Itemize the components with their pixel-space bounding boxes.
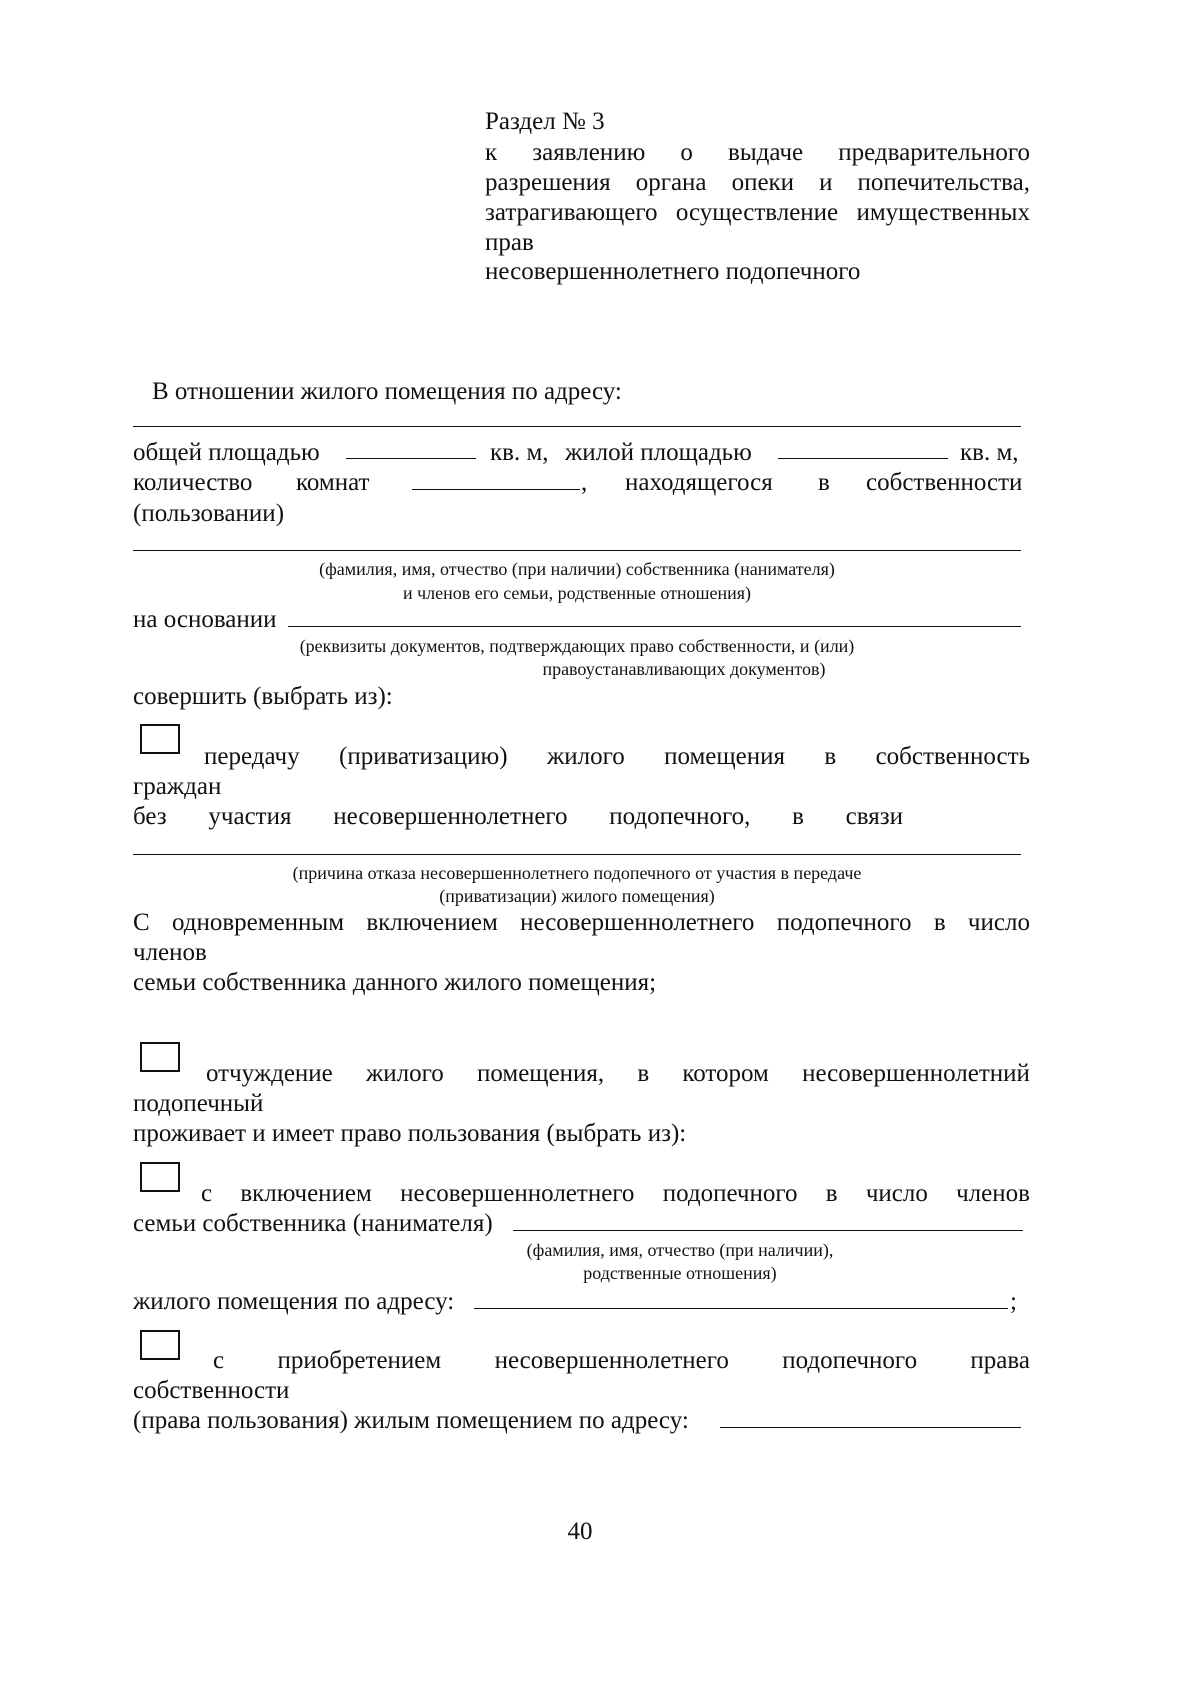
option-alienation-line-2: подопечный — [133, 1090, 264, 1117]
option-word: несовершеннолетний — [802, 1060, 1030, 1087]
basis-field[interactable] — [288, 626, 1021, 627]
header-line-4: прав — [485, 229, 534, 256]
dwelling-address-field[interactable] — [474, 1308, 1008, 1309]
option-word: помещения, — [476, 1060, 605, 1087]
address-field[interactable] — [133, 426, 1021, 427]
option-word: несовершеннолетнего — [400, 1180, 635, 1207]
header-line-1 — [485, 137, 1030, 169]
option-alienation-line-1 — [206, 1058, 1030, 1090]
basis-label: на основании — [133, 606, 277, 633]
inclusion-word: подопечного — [776, 909, 912, 936]
option-word: включением — [240, 1180, 372, 1207]
option-privatization-line-2: граждан — [133, 773, 222, 800]
option-acquisition-line-1 — [213, 1345, 1030, 1377]
header-word: осуществление — [675, 199, 839, 226]
inclusion-line-3: семьи собственника данного жилого помещения; — [133, 969, 657, 996]
rooms-count-field[interactable] — [412, 489, 580, 490]
option-word: связи — [845, 803, 903, 830]
inclusion-word: С — [133, 909, 150, 936]
rooms-label: количество — [133, 469, 253, 496]
option-privatization-line-1 — [204, 741, 1030, 773]
header-word: о — [680, 139, 693, 166]
header-word: опеки — [731, 169, 795, 196]
semicolon: ; — [1010, 1288, 1017, 1315]
living-area-label: жилой площадью — [565, 439, 752, 466]
option-word: без — [133, 803, 167, 830]
located-word: находящегося — [625, 469, 773, 496]
option-acquisition-checkbox[interactable] — [140, 1330, 180, 1360]
option-word: жилого — [366, 1060, 444, 1087]
inclusion-word: несовершеннолетнего — [520, 909, 755, 936]
option-word: несовершеннолетнего — [494, 1347, 729, 1374]
area-unit: кв. м, — [490, 439, 549, 466]
option-acquisition-line-2: собственности — [133, 1377, 290, 1404]
header-line-2 — [485, 167, 1030, 199]
acquisition-address-label: (права пользования) жилым помещением по адресу: — [133, 1407, 689, 1434]
owner-family-label: семьи собственника (нанимателя) — [133, 1210, 493, 1237]
option-word: собственность — [875, 743, 1030, 770]
option-word: помещения — [664, 743, 786, 770]
option-word: подопечного — [662, 1180, 798, 1207]
option-privatization-checkbox[interactable] — [140, 724, 180, 754]
header-word: органа — [635, 169, 707, 196]
option-word: участия — [208, 803, 292, 830]
reason-field[interactable] — [133, 854, 1021, 855]
reason-hint: (причина отказа несовершеннолетнего подопечного от участия в передаче — [292, 863, 862, 883]
section-title: Раздел № 3 — [485, 108, 605, 135]
option-word: подопечного, — [609, 803, 751, 830]
inclusion-word: число — [967, 909, 1030, 936]
usage-label: (пользовании) — [133, 500, 285, 527]
header-word: к — [485, 139, 498, 166]
living-area-field[interactable] — [778, 458, 948, 459]
inclusion-word: в — [933, 909, 946, 936]
option-word: в — [792, 803, 804, 830]
option-word: жилого — [546, 743, 625, 770]
option-word: отчуждение — [206, 1060, 333, 1087]
owner-family-hint: (фамилия, имя, отчество (при наличии), — [526, 1240, 834, 1260]
header-word: предварительного — [838, 139, 1030, 166]
acquisition-address-field[interactable] — [720, 1427, 1021, 1428]
owner-family-hint: родственные отношения) — [583, 1263, 777, 1283]
owner-hint: (фамилия, имя, отчество (при наличии) собственника (нанимателя) — [319, 559, 835, 579]
option-word: с — [201, 1180, 213, 1207]
option-alienation-checkbox[interactable] — [140, 1042, 180, 1072]
option-inclusion-checkbox[interactable] — [140, 1162, 180, 1192]
docs-hint: правоустанавливающих документов) — [542, 659, 826, 679]
dwelling-address-label: жилого помещения по адресу: — [133, 1288, 455, 1315]
header-line-3 — [485, 197, 1030, 229]
option-privatization-line-3 — [133, 801, 903, 833]
page-number: 40 — [567, 1518, 593, 1545]
option-word: приобретением — [277, 1347, 442, 1374]
option-word: передачу — [204, 743, 300, 770]
total-area-field[interactable] — [346, 458, 476, 459]
option-word: число — [865, 1180, 928, 1207]
header-line-5: несовершеннолетнего подопечного — [485, 258, 861, 285]
option-word: (приватизацию) — [339, 743, 508, 770]
inclusion-word: одновременным — [171, 909, 345, 936]
header-word: заявлению — [532, 139, 646, 166]
ownership-word: собственности — [866, 469, 1023, 496]
owner-family-field[interactable] — [513, 1230, 1023, 1231]
docs-hint: (реквизиты документов, подтверждающих право собственности, и (или) — [299, 636, 855, 656]
reason-hint: (приватизации) жилого помещения) — [439, 886, 715, 906]
inclusion-line-1 — [133, 907, 1030, 939]
option-word: подопечного — [782, 1347, 918, 1374]
header-word: разрешения — [485, 169, 611, 196]
header-word: имущественных — [856, 199, 1030, 226]
option-word: с — [213, 1347, 225, 1374]
owner-field[interactable] — [133, 550, 1021, 551]
option-word: в — [637, 1060, 650, 1087]
option-word: права — [970, 1347, 1030, 1374]
area-unit: кв. м, — [960, 439, 1019, 466]
option-word: членов — [956, 1180, 1030, 1207]
in-word: в — [818, 469, 830, 496]
header-word: попечительства, — [857, 169, 1030, 196]
choose-label: совершить (выбрать из): — [133, 683, 393, 710]
option-word: несовершеннолетнего — [333, 803, 568, 830]
rooms-word: комнат — [296, 469, 370, 496]
header-word: затрагивающего — [485, 199, 658, 226]
option-word: в — [825, 1180, 838, 1207]
option-inclusion-line-1 — [201, 1178, 1030, 1210]
comma: , — [581, 469, 588, 496]
header-word: и — [819, 169, 833, 196]
option-alienation-line-3: проживает и имеет право пользования (выбрать из): — [133, 1120, 687, 1147]
option-word: в — [824, 743, 837, 770]
inclusion-line-2: членов — [133, 939, 207, 966]
total-area-label: общей площадью — [133, 439, 320, 466]
header-word: выдаче — [728, 139, 804, 166]
address-label: В отношении жилого помещения по адресу: — [152, 378, 622, 405]
inclusion-word: включением — [366, 909, 498, 936]
owner-hint: и членов его семьи, родственные отношения) — [402, 583, 752, 603]
option-word: котором — [682, 1060, 769, 1087]
